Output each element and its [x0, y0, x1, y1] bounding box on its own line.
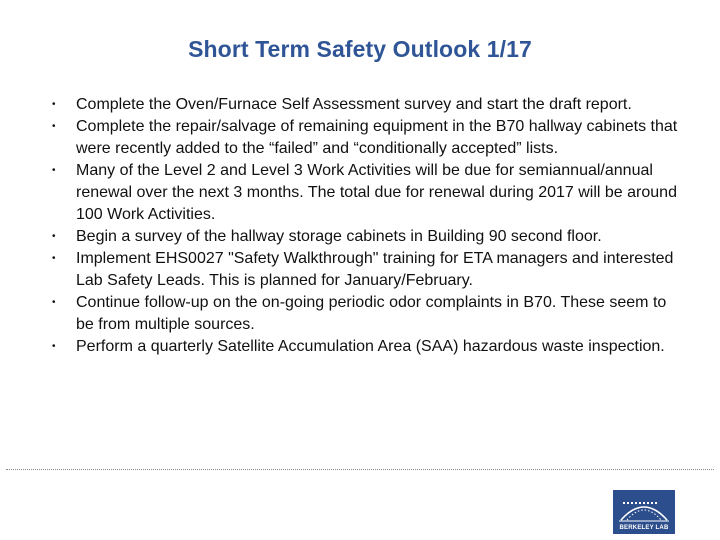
bullet-glyph: •: [52, 341, 56, 352]
bullet-text: Begin a survey of the hallway storage cabinets in Building 90 second floor.: [76, 228, 602, 245]
bullet-item: [40, 116, 680, 160]
bullet-item: [40, 336, 680, 358]
bullet-glyph: •: [52, 231, 56, 242]
bullet-text: Perform a quarterly Satellite Accumulation Area (SAA) hazardous waste inspection.: [76, 338, 665, 355]
bullet-list: [40, 94, 680, 358]
bullet-text: Continue follow-up on the on-going periodic odor complaints in B70. These seem to be from multiple sources.: [76, 294, 667, 333]
footer-divider: [6, 469, 714, 470]
bullet-glyph: •: [52, 99, 56, 110]
bullet-glyph: •: [52, 165, 56, 176]
bullet-item: [40, 160, 680, 226]
bullet-glyph: •: [52, 253, 56, 264]
slide-title: Short Term Safety Outlook 1/17: [188, 36, 532, 62]
bullet-item: [40, 226, 680, 248]
bullet-text: Many of the Level 2 and Level 3 Work Activities will be due for semiannual/annual renewal over the next 3 months. The total due for renewal during 2017 will be around 100 Work Activities.: [76, 162, 677, 223]
logo-text: BERKELEY LAB: [619, 525, 669, 531]
bullet-item: [40, 248, 680, 292]
bullet-item: [40, 94, 680, 116]
bullet-text: Complete the Oven/Furnace Self Assessment survey and start the draft report.: [76, 96, 632, 113]
bullet-glyph: •: [52, 121, 56, 132]
bullet-glyph: •: [52, 297, 56, 308]
berkeley-lab-logo: [613, 490, 675, 534]
bullet-text: Implement EHS0027 "Safety Walkthrough" training for ETA managers and interested Lab Safety Leads. This is planned for January/February.: [76, 250, 674, 289]
bullet-item: [40, 292, 680, 336]
lab-building-icon: [613, 490, 675, 524]
bullet-text: Complete the repair/salvage of remaining equipment in the B70 hallway cabinets that were recently added to the “failed” and “conditionally accepted” lists.: [76, 118, 678, 157]
